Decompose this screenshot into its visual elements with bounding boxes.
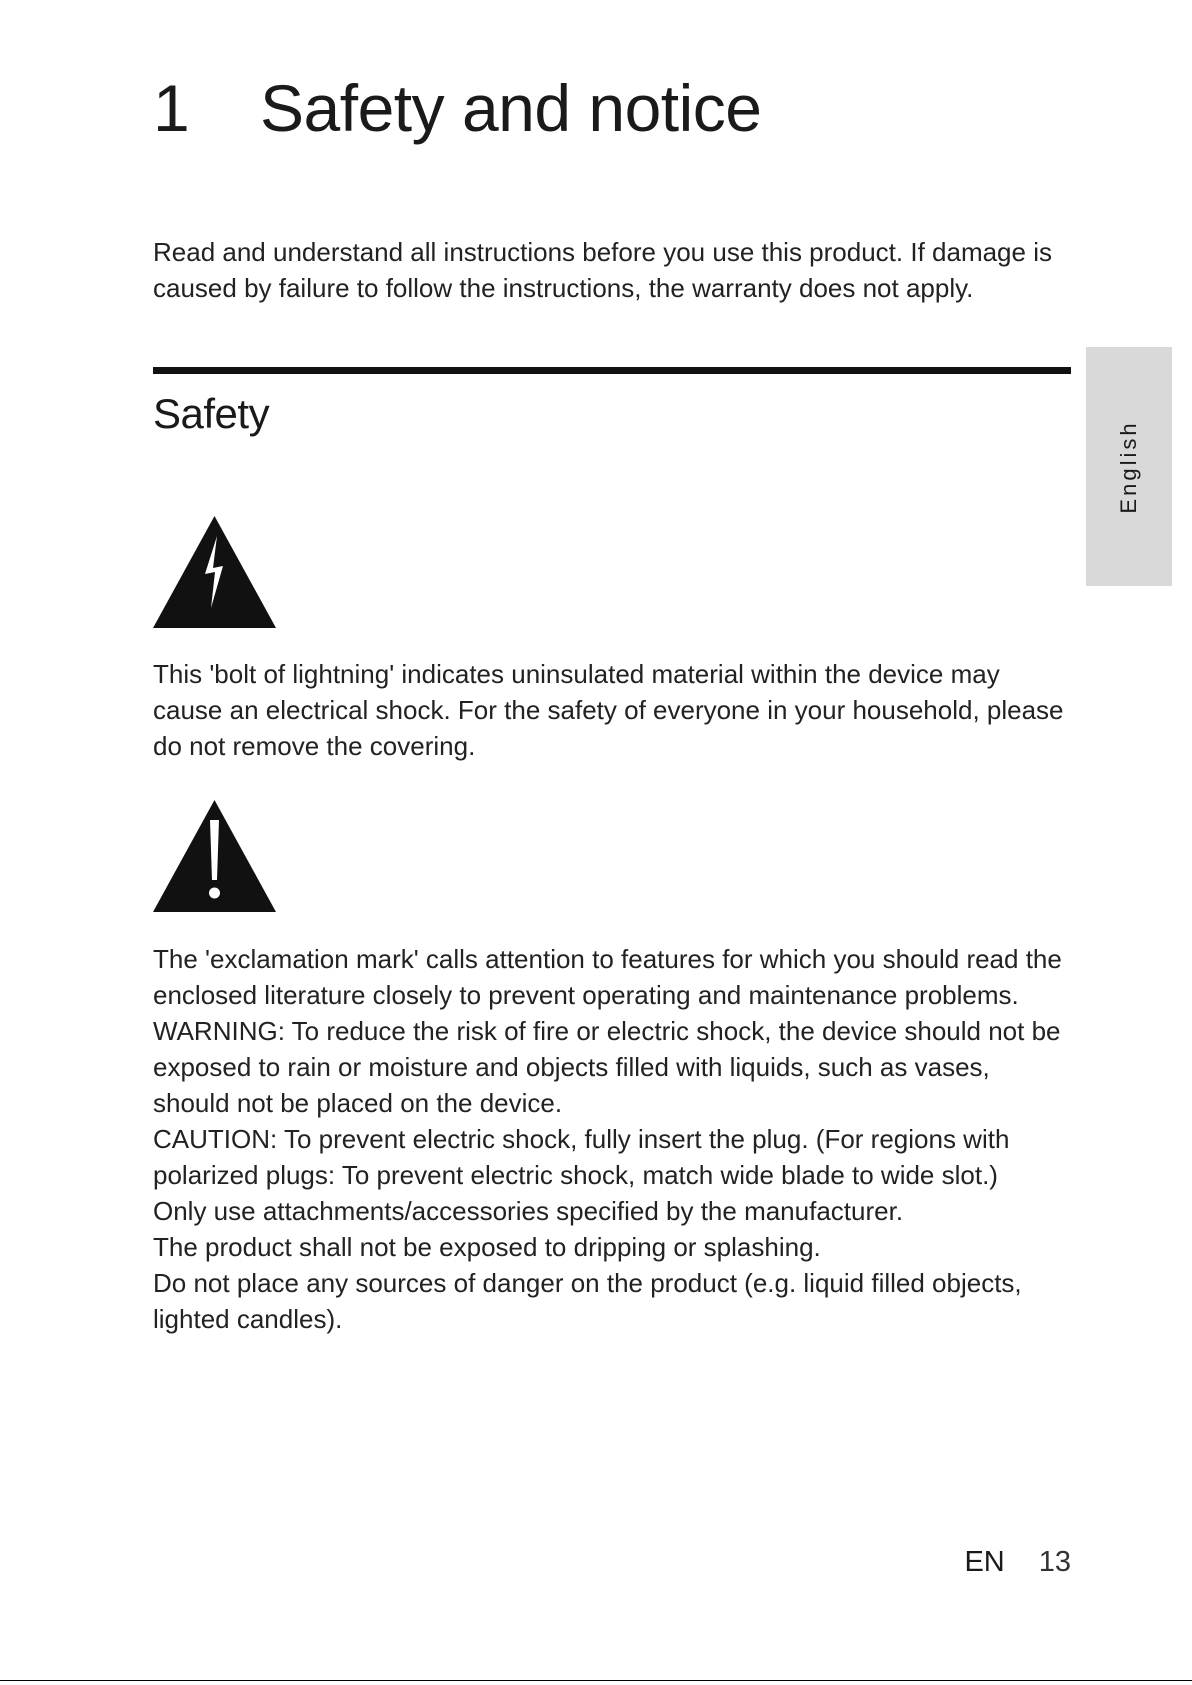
language-side-tab xyxy=(1086,347,1172,586)
footer-language: EN xyxy=(964,1546,1005,1578)
section-title: Safety xyxy=(153,390,270,437)
exclamation-description: The 'exclamation mark' calls attention to features for which you should read the enclosed literature closely to prevent operating and maintenance problems. xyxy=(153,944,1062,1010)
attachments-text: Only use attachments/accessories specified by the manufacturer. xyxy=(153,1196,904,1226)
dripping-text: The product shall not be exposed to dripping or splashing. xyxy=(153,1232,821,1262)
chapter-number: 1 xyxy=(153,71,190,145)
language-side-tab-label: English xyxy=(1116,419,1141,514)
lightning-warning-icon xyxy=(153,516,276,628)
chapter-title-text: Safety and notice xyxy=(260,71,762,145)
warning-text: WARNING: To reduce the risk of fire or electric shock, the device should not be exposed to rain or moisture and objects filled with liquids, such as vases, should not be placed on the device. xyxy=(153,1016,1061,1118)
chapter-title xyxy=(153,70,762,146)
bolt-description: This 'bolt of lightning' indicates uninsulated material within the device may cause an electrical shock. For the safety of everyone in your household, please do not remove the covering. xyxy=(153,659,1064,761)
exclamation-warning-icon xyxy=(153,800,276,912)
page-footer xyxy=(964,1546,1071,1579)
section-divider xyxy=(153,367,1071,374)
caution-text: CAUTION: To prevent electric shock, fully insert the plug. (For regions with polarized plugs: To prevent electric shock, match wide blade to wide slot.) xyxy=(153,1124,1010,1190)
intro-paragraph: Read and understand all instructions before you use this product. If damage is caused by failure to follow the instructions, the warranty does not apply. xyxy=(153,237,1052,303)
danger-text: Do not place any sources of danger on the product (e.g. liquid filled objects, lighted candles). xyxy=(153,1268,1022,1334)
page-number: 13 xyxy=(1038,1546,1071,1578)
safety-text-block xyxy=(153,941,1073,1337)
page-bottom-line xyxy=(0,1680,1192,1681)
